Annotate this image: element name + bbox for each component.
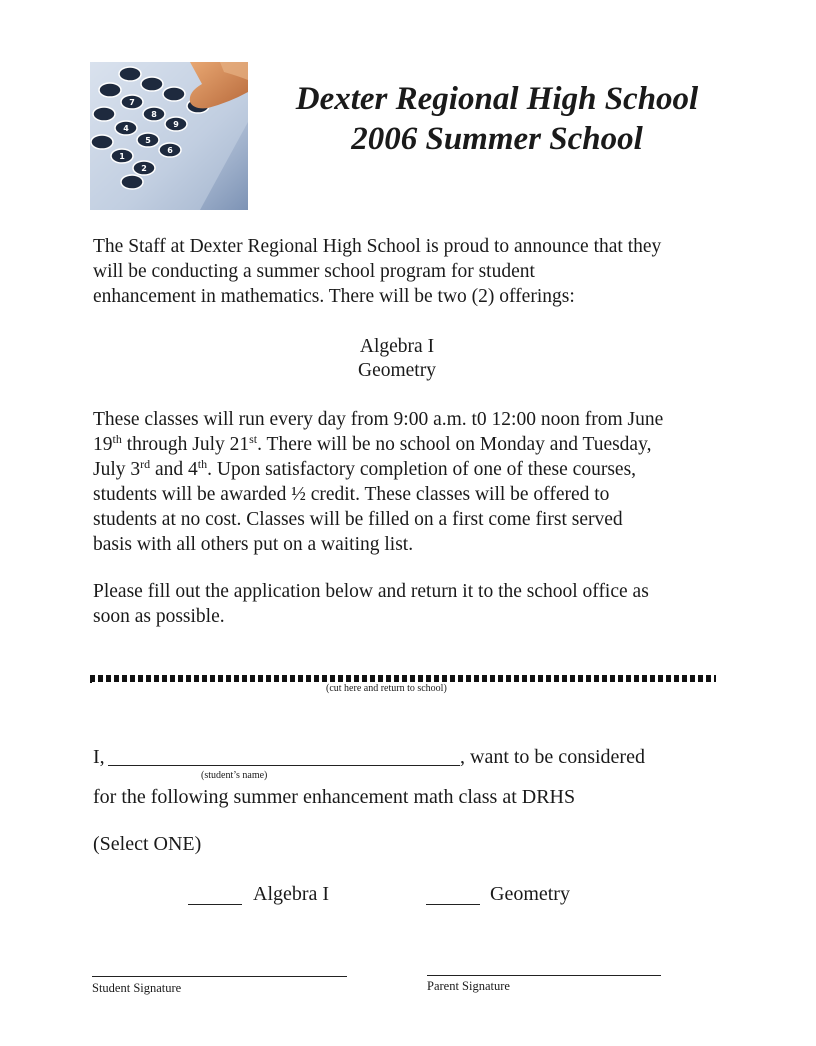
form-prefix: I, (93, 746, 105, 768)
instructions-line: Please fill out the application below and return it to the school office as (93, 581, 649, 602)
schedule-line: students will be awarded ½ credit. These classes will be offered to (93, 484, 610, 505)
form-suffix: , want to be considered (460, 746, 645, 768)
schedule-line: 19th through July 21st. There will be no school on Monday and Tuesday, (93, 432, 652, 455)
schedule-paragraph (93, 407, 733, 557)
form-line-2: for the following summer enhancement math class at DRHS (93, 786, 576, 808)
offering-geometry: Geometry (358, 360, 436, 381)
calculator-image (90, 62, 248, 210)
intro-line: The Staff at Dexter Regional High School is proud to announce that they (93, 236, 662, 257)
intro-line: will be conducting a summer school program for student (93, 261, 535, 282)
school-name-title: Dexter Regional High School (295, 81, 699, 117)
calculator-keypad-icon (90, 62, 248, 210)
select-one-label: (Select ONE) (93, 833, 202, 855)
svg-text:4: 4 (123, 124, 129, 133)
intro-line: enhancement in mathematics. There will be two (2) offerings: (93, 286, 575, 307)
cut-here-dashed-line (90, 675, 716, 682)
instructions-paragraph (93, 579, 733, 629)
schedule-line: These classes will run every day from 9:00 a.m. t0 12:00 noon from June (93, 409, 664, 430)
svg-text:7: 7 (129, 98, 135, 107)
program-title: 2006 Summer School (351, 121, 643, 157)
svg-text:1: 1 (119, 152, 125, 161)
offering-algebra: Algebra I (359, 336, 435, 357)
algebra-checkbox-blank[interactable] (188, 904, 242, 905)
schedule-line: July 3rd and 4th. Upon satisfactory completion of one of these courses, (93, 457, 637, 480)
svg-text:2: 2 (141, 164, 147, 173)
option-geometry-label: Geometry (490, 883, 570, 905)
student-name-field[interactable] (108, 765, 460, 766)
schedule-line: basis with all others put on a waiting list. (93, 534, 414, 555)
parent-signature-line[interactable] (427, 975, 661, 976)
svg-text:9: 9 (173, 120, 179, 129)
student-signature-line[interactable] (92, 976, 347, 977)
schedule-line: students at no cost. Classes will be filled on a first come first served (93, 509, 623, 530)
parent-signature-label: Parent Signature (427, 979, 510, 993)
geometry-checkbox-blank[interactable] (426, 904, 480, 905)
intro-paragraph (93, 234, 733, 309)
svg-text:8: 8 (151, 110, 157, 119)
instructions-line: soon as possible. (93, 606, 225, 627)
student-signature-label: Student Signature (92, 981, 182, 995)
svg-text:5: 5 (145, 136, 151, 145)
option-algebra-label: Algebra I (253, 883, 330, 905)
student-name-caption: (student’s name) (201, 770, 268, 781)
svg-text:6: 6 (167, 146, 173, 155)
cut-here-caption: (cut here and return to school) (326, 683, 447, 694)
